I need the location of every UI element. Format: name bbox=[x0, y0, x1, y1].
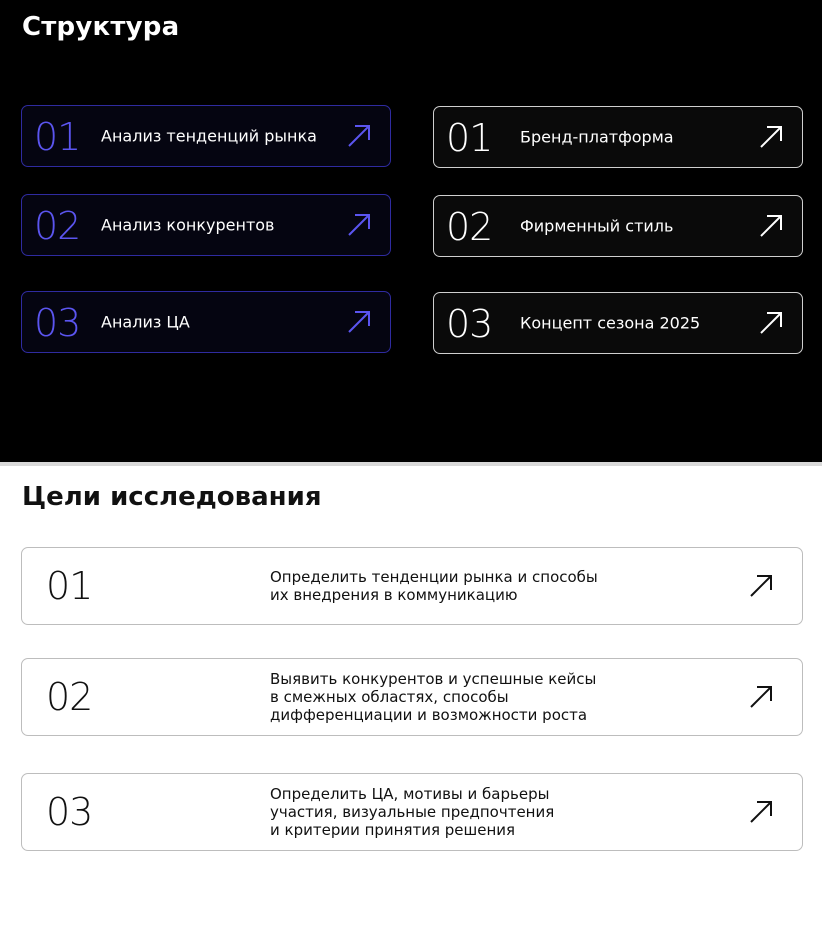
goal-text-line: Выявить конкурентов и успешные кейсы bbox=[270, 670, 597, 688]
card-number: 01 bbox=[34, 115, 81, 159]
goal-text-line: и критерии принятия решения bbox=[270, 821, 516, 839]
goal-card-3[interactable] bbox=[21, 773, 803, 851]
goal-text-line: Определить тенденции рынка и способы bbox=[270, 568, 598, 586]
card-number: 02 bbox=[34, 204, 81, 248]
goal-text bbox=[270, 670, 670, 724]
goal-number: 01 bbox=[46, 564, 93, 608]
brand-card-identity[interactable] bbox=[433, 195, 803, 257]
goal-text-line: Определить ЦА, мотивы и барьеры bbox=[270, 785, 550, 803]
card-label: Анализ ЦА bbox=[101, 312, 190, 332]
brand-card-platform[interactable] bbox=[433, 106, 803, 168]
goal-card-1[interactable] bbox=[21, 547, 803, 625]
analysis-card-audience[interactable] bbox=[21, 291, 391, 353]
goal-text bbox=[270, 568, 670, 604]
analysis-card-competitors[interactable] bbox=[21, 194, 391, 256]
goal-text-line: их внедрения в коммуникацию bbox=[270, 586, 518, 604]
arrow-up-right-icon bbox=[758, 124, 784, 150]
goal-text-line: участия, визуальные предпочтения bbox=[270, 803, 555, 821]
card-label: Концепт сезона 2025 bbox=[520, 313, 701, 333]
card-number: 03 bbox=[446, 302, 493, 346]
card-label: Анализ конкурентов bbox=[101, 215, 275, 235]
arrow-up-right-icon bbox=[748, 684, 774, 710]
goal-text bbox=[270, 785, 670, 839]
structure-section bbox=[0, 0, 822, 462]
arrow-up-right-icon bbox=[758, 310, 784, 336]
goal-text-line: дифференциации и возможности роста bbox=[270, 706, 588, 724]
structure-title: Структура bbox=[22, 12, 180, 42]
card-number: 03 bbox=[34, 301, 81, 345]
arrow-up-right-icon bbox=[758, 213, 784, 239]
card-label: Фирменный стиль bbox=[520, 216, 674, 236]
arrow-up-right-icon bbox=[346, 212, 372, 238]
card-number: 02 bbox=[446, 205, 493, 249]
goals-title: Цели исследования bbox=[22, 482, 322, 512]
goal-text-line: в смежных областях, способы bbox=[270, 688, 509, 706]
card-label: Бренд-платформа bbox=[520, 127, 674, 147]
card-label: Анализ тенденций рынка bbox=[101, 126, 317, 146]
arrow-up-right-icon bbox=[748, 573, 774, 599]
arrow-up-right-icon bbox=[748, 799, 774, 825]
brand-card-season-concept[interactable] bbox=[433, 292, 803, 354]
research-goals-section bbox=[0, 466, 822, 926]
goal-number: 03 bbox=[46, 790, 93, 834]
arrow-up-right-icon bbox=[346, 123, 372, 149]
goal-card-2[interactable] bbox=[21, 658, 803, 736]
goal-number: 02 bbox=[46, 675, 93, 719]
card-number: 01 bbox=[446, 116, 493, 160]
analysis-card-market-trends[interactable] bbox=[21, 105, 391, 167]
arrow-up-right-icon bbox=[346, 309, 372, 335]
